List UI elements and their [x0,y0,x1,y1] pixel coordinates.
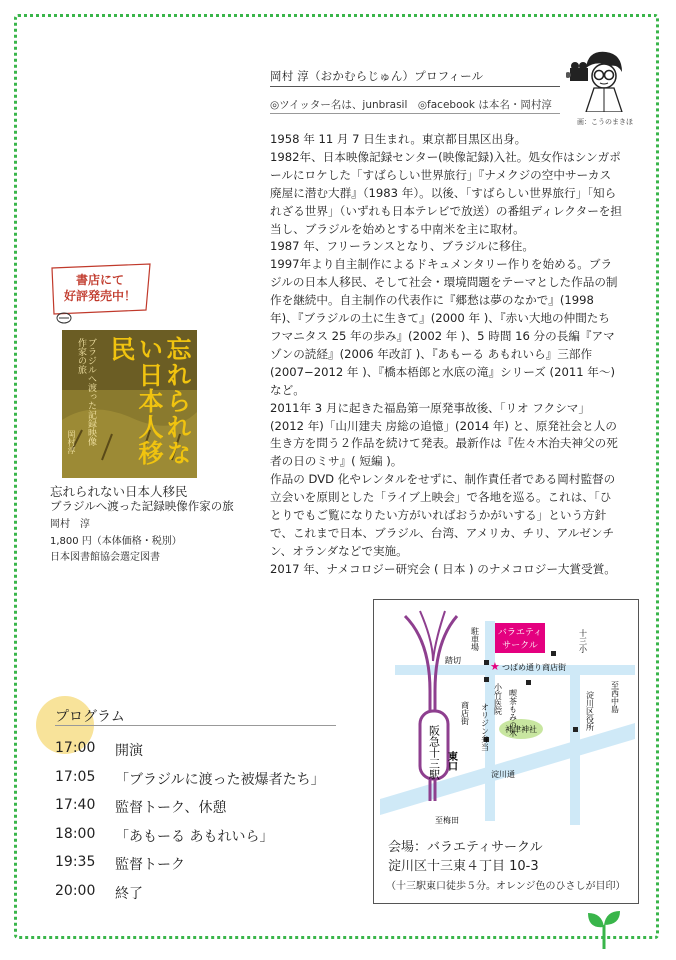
program-time: 20:00 [55,882,96,899]
label-orijin: オリジン弁当 [480,703,490,751]
label-crossing: 踏切 [445,656,461,665]
venue-address: 淀川区十三東４丁目 10-3 [388,859,539,874]
sprout-icon [586,905,622,949]
marker [551,651,556,656]
book-price: 1,800 円（本体価格・税別） [50,535,182,547]
cover-author: 岡村淳 [67,430,76,454]
promo-line-2: 好評発売中！ [63,289,136,303]
marker [484,677,489,682]
label-star-street: つばめ通り商店街 [502,663,566,672]
label-tea-shop: 喫茶もみの木 [508,689,518,737]
cover-subtitle: ブラジルへ渡った記録映像作家の旅 [76,338,96,446]
program-event: 「あもーる あもれいら」 [115,828,274,845]
program-rule [55,725,336,726]
star-icon: ★ [490,660,500,673]
program-title: プログラム [55,709,125,725]
book-note: 日本図書館協会選定図書 [50,552,160,563]
label-to-umeda: 至梅田 [435,816,459,825]
program-event: 終了 [115,885,143,902]
profile-heading: 岡村 淳（おかむらじゅん）プロフィール [270,69,484,83]
program-item [55,883,325,912]
book-cover[interactable] [62,330,197,478]
bio-paragraph: 1982年、日本映像記録センター(映像記録)入社。処女作はシンガポールにロケした「すばらしい世界旅行」『ナメクジの空中サーカス 廃屋に潜む大群』（1983 年）。以後、「すばらしい世界旅行」「知られざる世界」（いずれも日本テレビで放送）の番組ディレクターを担当し、ブラジルを始めとする中南米を主に取材。 [270,149,622,236]
program-time: 19:35 [55,854,96,870]
bio-paragraph: 2017 年、ナメコロジー研究会 ( 日本 ) のナメコロジー大賞受賞。 [270,561,616,576]
book-title: 忘れられない日本人移民 [50,484,188,499]
biography [270,131,622,579]
book-meta [50,517,182,567]
label-juso-elementary: 十三小 [578,629,588,653]
profile-social: ◎ツイッター名は、junbrasil ◎facebook は本名・岡村淳 [270,99,552,111]
program-time: 17:00 [55,740,96,756]
venue-badge-line-1: バラエティ [497,628,543,638]
program-event: 監督トーク [115,857,185,873]
program-time: 17:05 [55,768,96,785]
label-station: 阪急十三駅 [427,725,441,780]
book-subtitle: ブラジルへ渡った記録映像作家の旅 [50,499,234,513]
program-event: 監督トーク、休憩 [115,800,227,816]
label-yodogawa-dori: 淀川通 [491,770,515,779]
program-list [55,740,325,911]
label-shopping-street: 商店街 [460,701,470,725]
book-author: 岡村 淳 [50,519,90,530]
program-item [55,797,325,826]
bio-paragraph: 2011年 3 月に起きた福島第一原発事故後、「リオ フクシマ」(2012 年)「山川建夫 房総の追憶」(2014 年) と、原発社会と人の生き方を問う２作品を続けて発表。最新作は『佐々木治夫神父の死者の日のミサ』( 短編 )。 [270,400,618,469]
program-time: 17:40 [55,797,96,813]
label-parking: 駐車場 [470,627,480,651]
label-clinic: 小竹医院 [493,683,503,715]
cover-title: 忘れられない日本人移民 [107,336,192,466]
venue-info [388,838,543,876]
profile-heading-rule [270,86,560,87]
program-time: 18:00 [55,825,96,842]
bio-paragraph: 1997年より自主制作によるドキュメンタリー作りを始める。ブラジルの日本人移民、そして社会・環境問題をテーマとした作品の制作を継続中。自主制作の代表作に『郷愁は夢のなかで』(1998 年)、『ブラジルの土に生きて』(2000 年 )、『赤い大地の仲間たち フマニタス 25 年の歩み』(2002 年 )、5 時間 16 分の長編『アマゾンの読経』(2006 年改訂 )、『あもーる あもれいら』三部作 (2007−2012 年 )、『橋本梧郎と水底の滝』シリーズ (2011 年〜) など。 [270,257,618,397]
label-east-exit: 東口 [445,751,457,771]
program-item [55,769,325,798]
label-shrine: 神津神社 [505,725,537,734]
label-ward-office: 淀川区役所 [585,691,595,731]
program-event: 「ブラジルに渡った被爆者たち」 [115,771,325,788]
bio-paragraph: 作品の DVD 化やレンタルをせずに、制作責任者である岡村監督の立会いを原則とした「ライブ上映会」で各地を巡る。これは、「ひとりでもご覧になりたい方がいればおうかがいする」という方針で、これまで日本、ブラジル、台湾、アメリカ、チリ、アルゼンチン、オランダなどで実施。 [270,472,616,558]
marker [573,727,578,732]
venue-access-note: （十三駅東口徒歩５分。オレンジ色のひさしが目印） [386,881,626,892]
label-to-nishinakajima: 至西中島 [610,681,620,713]
profile-social-rule [270,113,560,114]
marker [484,660,489,665]
program-item [55,826,325,855]
program-event: 開演 [115,743,143,759]
illustration-credit: 画：こうのまきほ [577,118,633,126]
marker [526,680,531,685]
promo-line-1: 書店にて [75,273,124,287]
pencil-icon [56,311,72,325]
venue-badge-line-2: サークル [502,641,538,651]
bio-paragraph: 1987 年、フリーランスとなり、ブラジルに移住。 [270,239,534,254]
venue-name: 会場：バラエティサークル [388,840,543,855]
program-item [55,854,325,883]
director-cartoon-illustration [566,46,632,112]
program-item [55,740,325,769]
access-map[interactable] [375,601,637,827]
bio-paragraph: 1958 年 11 月 7 日生まれ。東京都目黒区出身。 [270,132,527,146]
